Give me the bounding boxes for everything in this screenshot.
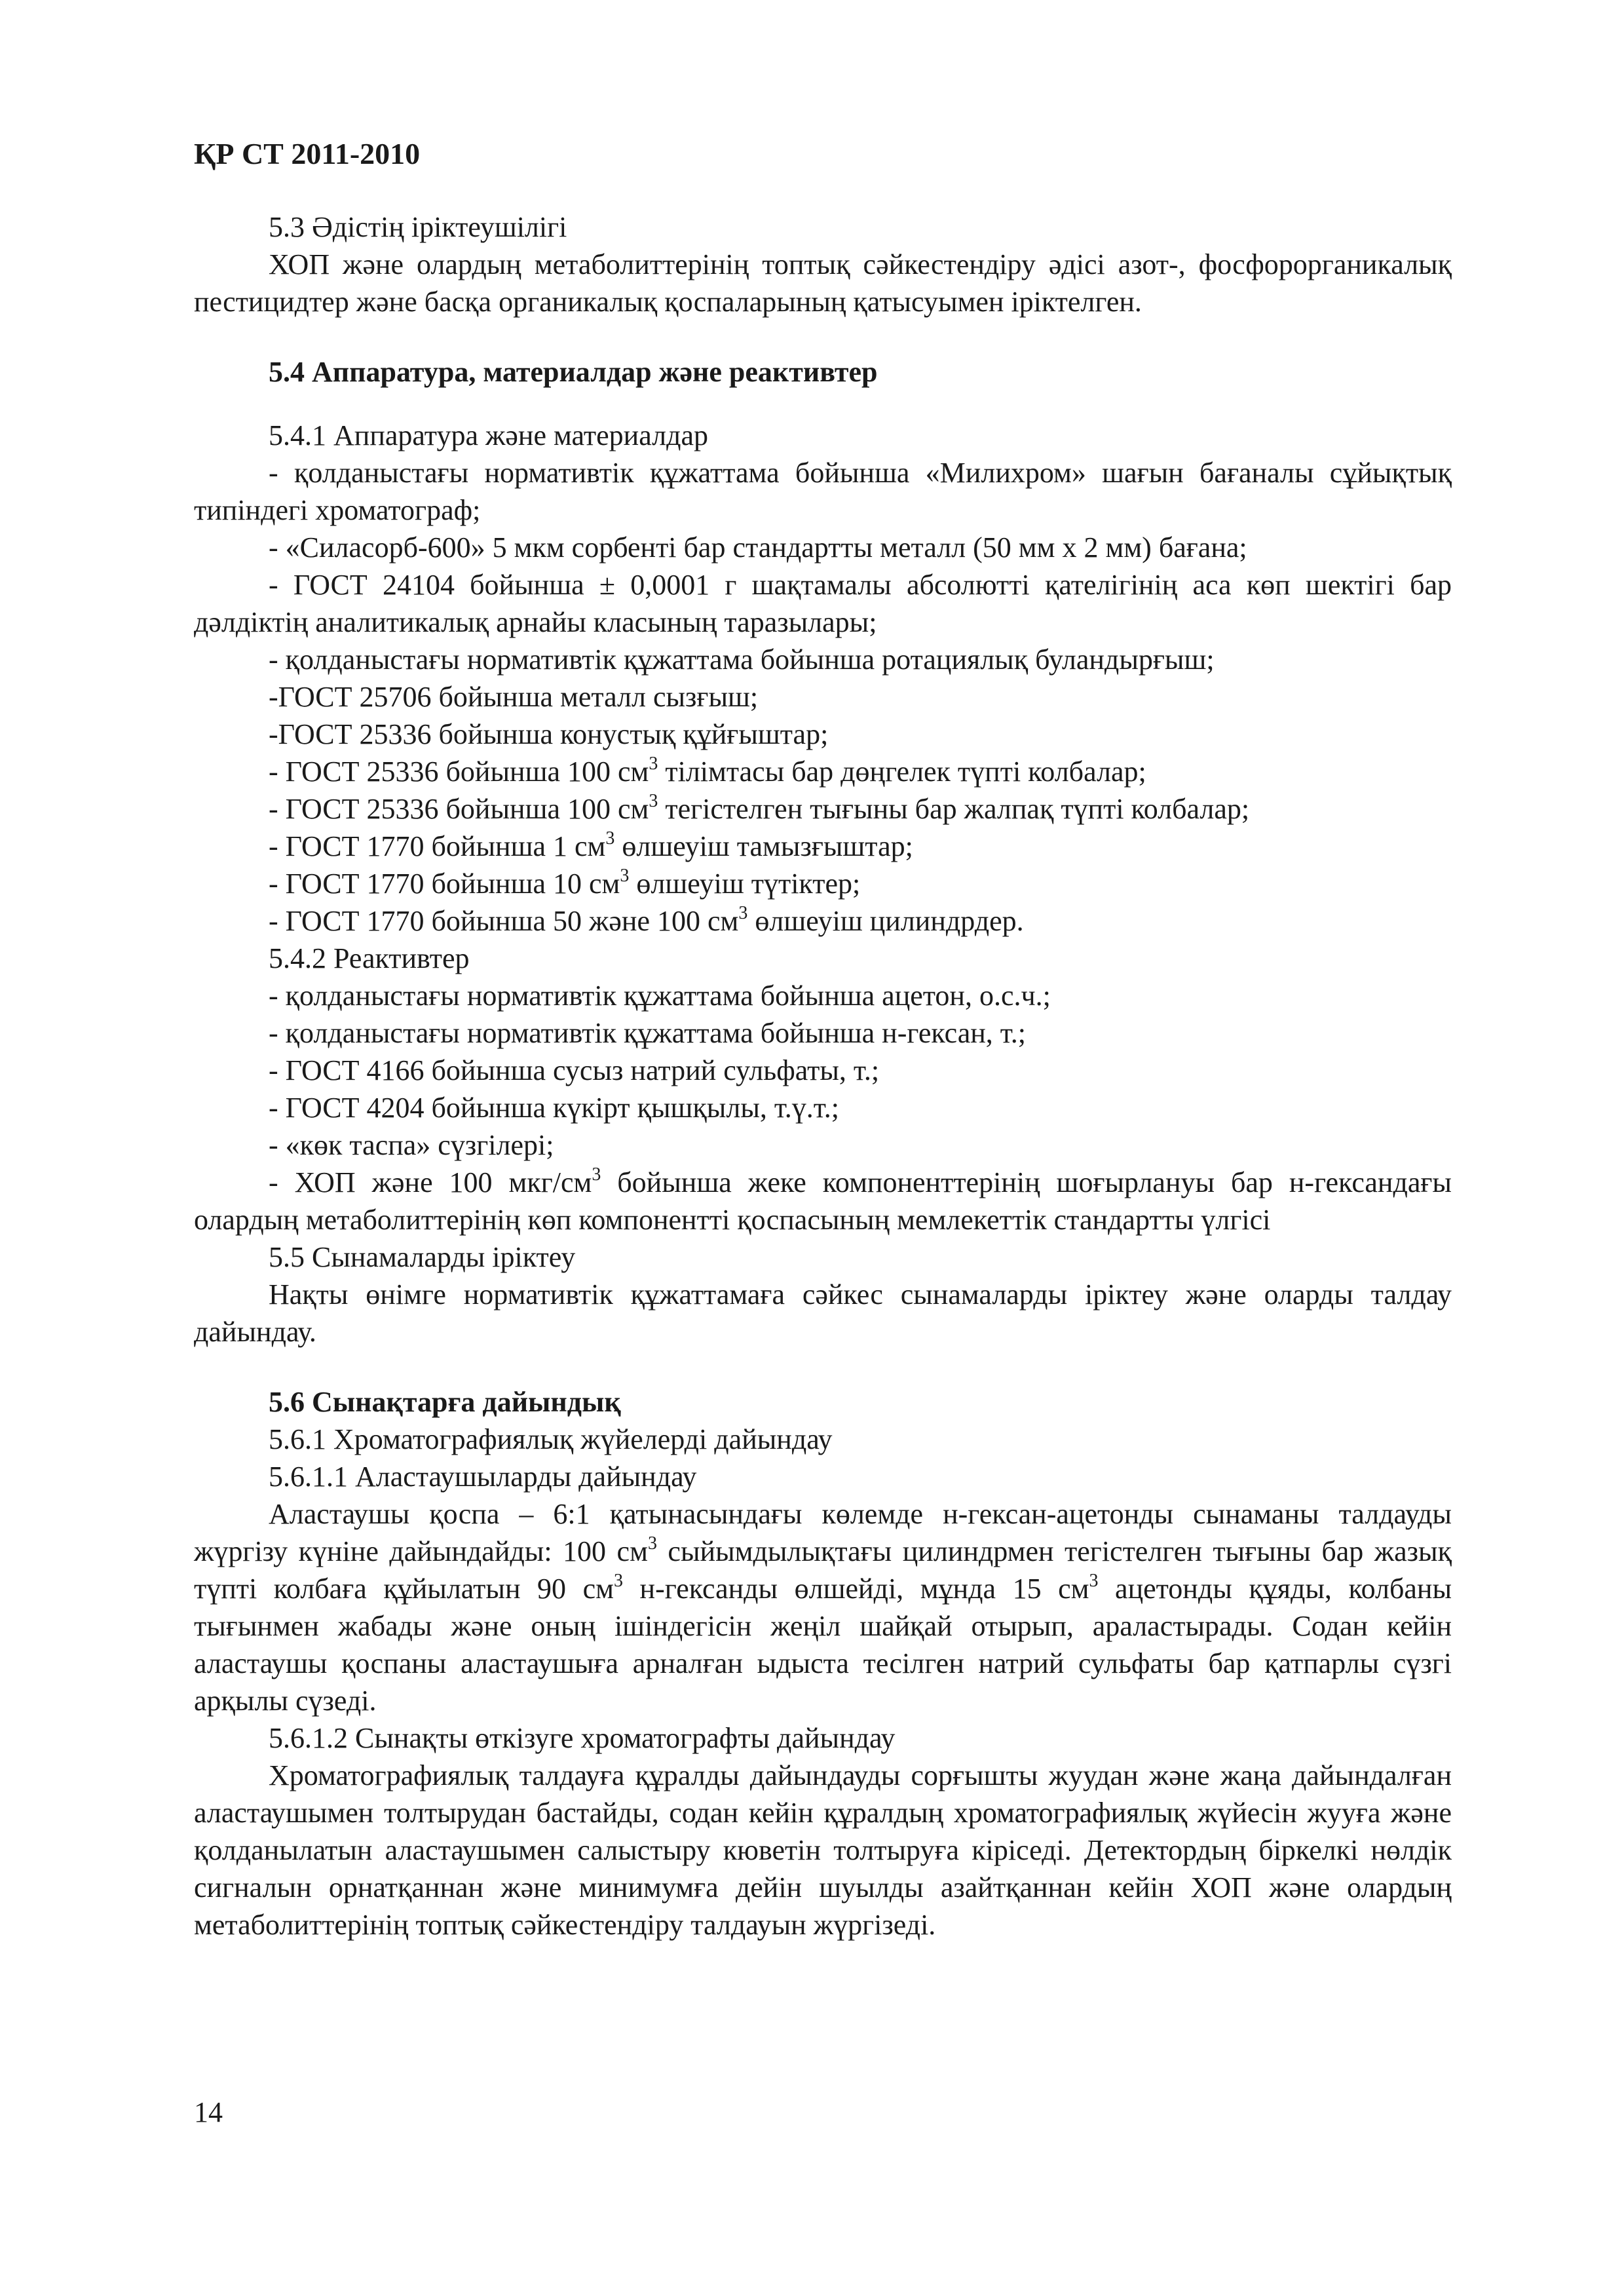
superscript: 3 [647,1533,657,1554]
superscript: 3 [649,791,658,811]
item-text: өлшеуіш тамызғыштар; [614,830,913,862]
list-item [194,902,1452,940]
section-5-5-heading: 5.5 Сынамаларды іріктеу [269,1241,576,1273]
item-text: өлшеуіш түтіктер; [629,868,861,900]
superscript: 3 [592,1164,601,1185]
paragraph-text: ацетонды құяды, колбаны тығынмен жабады және оның ішіндегісін жеңіл шайқай отырып, араластырады. Содан кейін аластаушы қоспаны аластаушыға арналған ыдыста тесілген натрий сульфаты бар қатпарлы сүзгі арқылы сүзеді. [194,1573,1452,1717]
chromatograph-preparation-paragraph: Хроматографиялық талдауға құралды дайындауды сорғышты жуудан және жаңа дайындалған аластаушымен толтырудан бастайды, содан кейін құралдың хроматографиялық жүйесін жууға және қолданылатын аластаушымен салыстыру кюветін толтыруға кіріседі. Детектордың біркелкі нөлдік сигналын орнатқаннан және минимумға дейін шуылды азайтқаннан кейін ХОП және олардың метаболиттерінің топтық сәйкестендіру талдауын жүргізеді. [194,1759,1452,1941]
item-text: - ГОСТ 25336 бойынша 100 см [269,793,649,825]
apparatus-list [194,454,1452,940]
item-text: тегістелген тығыны бар жалпақ түпті колбалар; [658,793,1250,825]
item-text: - ХОП және 100 мкг/см [269,1166,592,1198]
list-item: -ГОСТ 25706 бойынша металл сызғыш; [269,681,759,713]
list-item [194,1164,1452,1238]
section-5-6-heading: 5.6 Сынақтарға дайындық [269,1386,621,1418]
superscript: 3 [738,903,748,923]
section-5-6-1-1-heading: 5.6.1.1 Аластаушыларды дайындау [269,1461,697,1493]
list-item: - «Силасорб-600» 5 мкм сорбенті бар стандартты металл (50 мм x 2 мм) бағана; [269,531,1247,564]
list-item: - ГОСТ 24104 бойынша ± 0,0001 г шақтамалы абсолютті қателігінің аса көп шектігі бар дәлдіктің аналитикалық арнайы класының таразылары; [194,569,1452,638]
list-item: - ГОСТ 4166 бойынша сусыз натрий сульфаты, т.; [269,1054,880,1086]
superscript: 3 [620,866,630,886]
eluent-preparation-paragraph [194,1495,1452,1719]
list-item: - ГОСТ 4204 бойынша күкірт қышқылы, т.ү.т.; [269,1092,839,1124]
superscript: 3 [613,1571,623,1591]
list-item [194,865,1452,902]
item-text: бойынша жеке компоненттерінің шоғырлануы бар н-гександағы олардың метаболиттерінің көп компонентті қоспасының мемлекеттік стандартты үлгісі [194,1166,1452,1236]
section-5-4-1-heading: 5.4.1 Аппаратура және материалдар [269,419,708,451]
section-5-6-1-2-heading: 5.6.1.2 Сынақты өткізуге хроматографты дайындау [269,1722,896,1754]
page-content [194,208,1452,1943]
item-text: өлшеуіш цилиндрдер. [747,905,1024,937]
section-5-6-1-heading: 5.6.1 Хроматографиялық жүйелерді дайындау [269,1423,833,1455]
superscript: 3 [605,828,615,849]
superscript: 3 [1089,1571,1099,1591]
paragraph-text: н-гександы өлшейді, мұнда 15 см [622,1573,1089,1605]
list-item [194,828,1452,865]
list-item: - «көк таспа» сүзгілері; [269,1129,554,1161]
item-text: - ГОСТ 25336 бойынша 100 см [269,756,649,788]
list-item: - қолданыстағы нормативтік құжаттама бойынша н-гексан, т.; [269,1017,1026,1049]
list-item [194,790,1452,828]
superscript: 3 [649,754,658,774]
section-5-3-text: ХОП және олардың метаболиттерінің топтық сәйкестендіру әдісі азот-, фосфорорганикалық пестицидтер және басқа органикалық қоспаларының қатысуымен іріктелген. [194,248,1452,318]
item-text: тілімтасы бар дөңгелек түпті колбалар; [658,756,1146,788]
standard-number-header: ҚР СТ 2011-2010 [194,137,421,170]
reagents-list [194,977,1452,1238]
list-item: - қолданыстағы нормативтік құжаттама бойынша ацетон, о.с.ч.; [269,980,1051,1012]
section-5-3-heading: 5.3 Әдістің іріктеушілігі [269,211,567,243]
section-5-4-heading: 5.4 Аппаратура, материалдар және реактивтер [269,356,878,388]
item-text: - ГОСТ 1770 бойынша 1 см [269,830,606,862]
paragraph-text: Аластаушы қоспа – 6:1 қатынасындағы көлемде н-гексан-ацетонды сынаманы талдауды жүргізу күніне дайындайды: 100 см [194,1498,1452,1567]
page-number: 14 [194,2096,223,2128]
list-item: -ГОСТ 25336 бойынша конустық құйғыштар; [269,718,829,750]
paragraph-text: сыйымдылықтағы цилиндрмен тегістелген тығыны бар жазық түпті колбаға құйылатын 90 см [194,1535,1452,1605]
item-text: - ГОСТ 1770 бойынша 10 см [269,868,620,900]
item-text: - ГОСТ 1770 бойынша 50 және 100 см [269,905,739,937]
list-item: - қолданыстағы нормативтік құжаттама бойынша «Милихром» шағын бағаналы сұйықтық типіндегі хроматограф; [194,457,1452,526]
list-item [194,753,1452,790]
section-5-4-2-heading: 5.4.2 Реактивтер [269,942,470,974]
list-item: - қолданыстағы нормативтік құжаттама бойынша ротациялық буландырғыш; [269,643,1215,676]
section-5-5-text: Нақты өнімге нормативтік құжаттамаға сәйкес сынамаларды іріктеу және оларды талдау дайындау. [194,1278,1452,1348]
